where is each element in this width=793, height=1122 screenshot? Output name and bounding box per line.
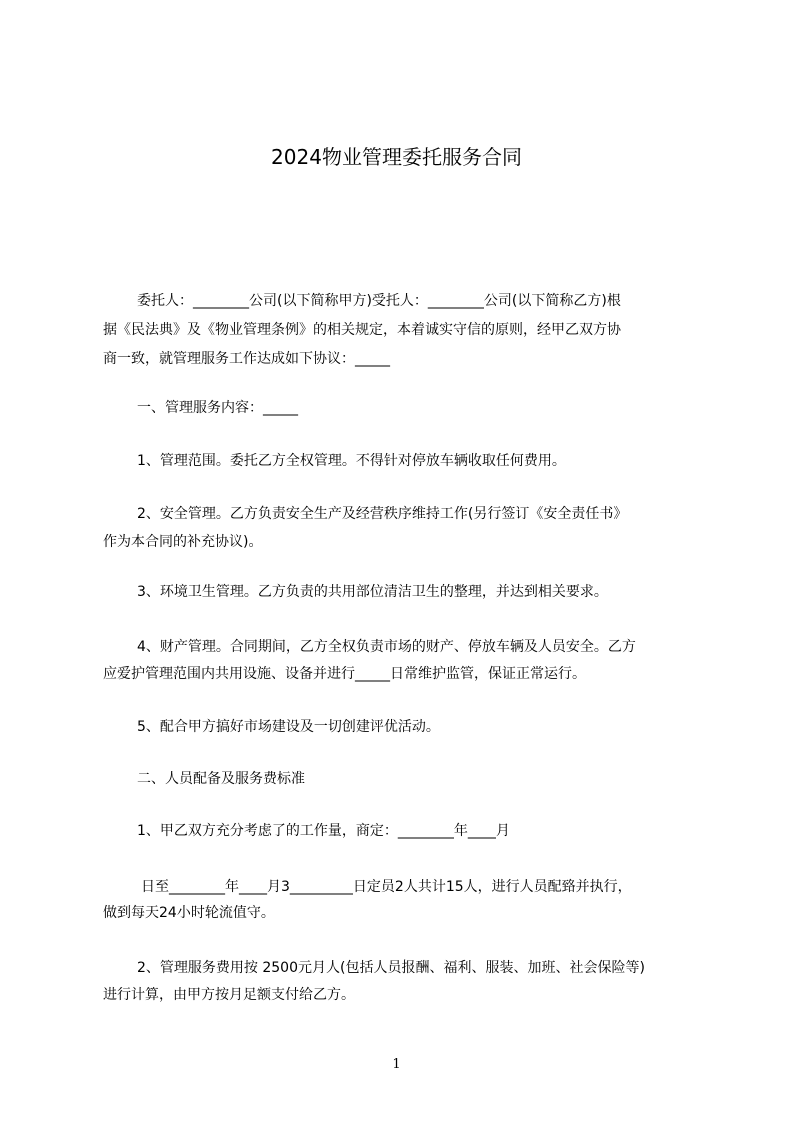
page-number: 1 [392,1057,401,1072]
section-1-item-1: 1、管理范围。委托乙方全权管理。不得针对停放车辆收取任何费用。 [137,453,566,469]
section-1-item-4-line-2: 应爱护管理范围内共用设施、设备并进行_____日常维护监管，保证正常运行。 [103,666,586,682]
section-1-item-2-line-1: 2、安全管理。乙方负责安全生产及经营秩序维持工作(另行签订《安全责任书》 [137,506,628,522]
section-2-item-1: 1、甲乙双方充分考虑了的工作量，商定：________年____月 [137,823,510,839]
section-1-item-3: 3、环境卫生管理。乙方负责的共用部位清洁卫生的整理，并达到相关要求。 [137,584,608,600]
section-2-item-2-line-1: 2、管理服务费用按 2500元月人(包括人员报酬、福利、服装、加班、社会保险等) [137,960,645,976]
section-1-item-2-line-2: 作为本合同的补充协议)。 [103,534,263,550]
section-2-heading: 二、人员配备及服务费标准 [137,771,305,787]
paragraph-intro-line-1: 委托人：________公司(以下简称甲方)受托人：________公司(以下简称乙方)根 [137,293,621,309]
paragraph-intro-line-2: 据《民法典》及《物业管理条例》的相关规定，本着诚实守信的原则，经甲乙双方协 [103,322,621,338]
section-2-item-1-cont-line-2: 做到每天24小时轮流值守。 [103,905,275,921]
section-1-item-5: 5、配合甲方搞好市场建设及一切创建评优活动。 [137,719,440,735]
section-2-item-1-cont-line-1: 日至________年____月3_________日定员2人共计15人，进行人员配臵并执行， [141,879,632,895]
section-2-item-2-line-2: 进行计算，由甲方按月足额支付给乙方。 [103,987,355,1003]
paragraph-intro-line-3: 商一致，就管理服务工作达成如下协议：_____ [103,351,390,367]
document-title: 2024物业管理委托服务合同 [271,145,522,169]
section-1-item-4-line-1: 4、财产管理。合同期间，乙方全权负责市场的财产、停放车辆及人员安全。乙方 [137,639,636,655]
section-1-heading: 一、管理服务内容：_____ [137,400,298,416]
